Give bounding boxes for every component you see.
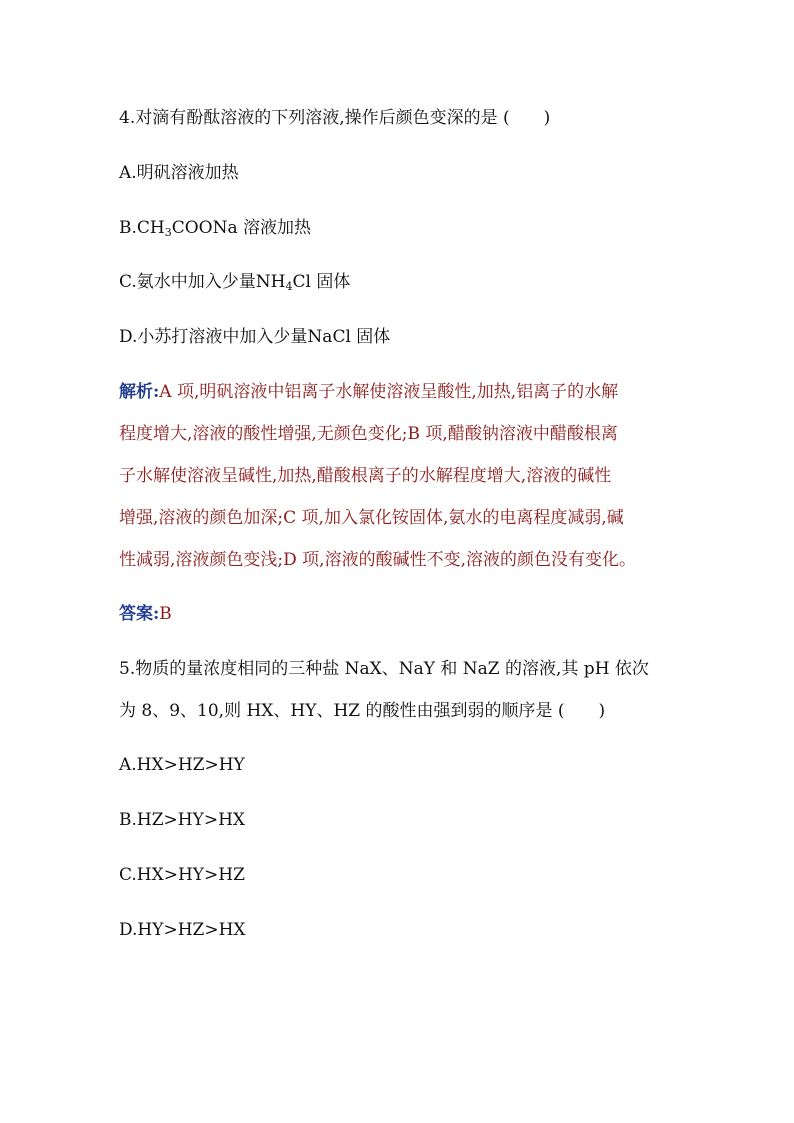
- q4-option-c-sub: 4: [285, 280, 293, 293]
- q5-stem-line-2: 为 8、9、10,则 HX、HY、HZ 的酸性由强到弱的顺序是 ( ): [119, 701, 606, 721]
- q4-solution-line-5: 性减弱,溶液颜色变浅;D 项,溶液的酸碱性不变,溶液的颜色没有变化。: [119, 550, 636, 570]
- q4-solution-line-1: [119, 381, 618, 403]
- q5-stem-line-1: 5.物质的量浓度相同的三种盐 NaX、NaY 和 NaZ 的溶液,其 pH 依次: [119, 659, 649, 679]
- q4-solution-line-3: 子水解使溶液呈碱性,加热,醋酸根离子的水解程度增大,溶液的碱性: [119, 466, 612, 486]
- q4-option-b-post: COONa 溶液加热: [171, 218, 312, 238]
- q4-option-d: D.小苏打溶液中加入少量NaCl 固体: [119, 327, 391, 347]
- q5-option-b: B.HZ>HY>HX: [119, 810, 245, 830]
- q4-solution-line-4: 增强,溶液的颜色加深;C 项,加入氯化铵固体,氨水的电离程度减弱,碱: [119, 508, 624, 528]
- q4-option-b-sub: 3: [164, 226, 172, 239]
- q4-answer: [119, 603, 172, 625]
- q4-option-b-pre: B.CH: [119, 218, 165, 238]
- q4-stem: 4.对滴有酚酞溶液的下列溶液,操作后颜色变深的是 ( ): [119, 108, 551, 128]
- q5-option-a: A.HX>HZ>HY: [119, 755, 245, 775]
- q4-option-c-post: Cl 固体: [292, 272, 351, 292]
- q5-option-c: C.HX>HY>HZ: [119, 865, 245, 885]
- answer-label: 答案:: [119, 604, 160, 624]
- q4-option-b: [119, 217, 311, 239]
- solution-label: 解析:: [119, 382, 160, 402]
- solution-text-1: A 项,明矾溶液中铝离子水解使溶液呈酸性,加热,铝离子的水解: [159, 382, 619, 402]
- q4-option-a: A.明矾溶液加热: [119, 163, 239, 183]
- q4-option-c: [119, 271, 350, 293]
- q4-solution-line-2: 程度增大,溶液的酸性增强,无颜色变化;B 项,醋酸钠溶液中醋酸根离: [119, 424, 618, 444]
- q5-option-d: D.HY>HZ>HX: [119, 920, 246, 940]
- answer-value: B: [159, 604, 172, 624]
- q4-option-c-pre: C.氨水中加入少量NH: [119, 272, 286, 292]
